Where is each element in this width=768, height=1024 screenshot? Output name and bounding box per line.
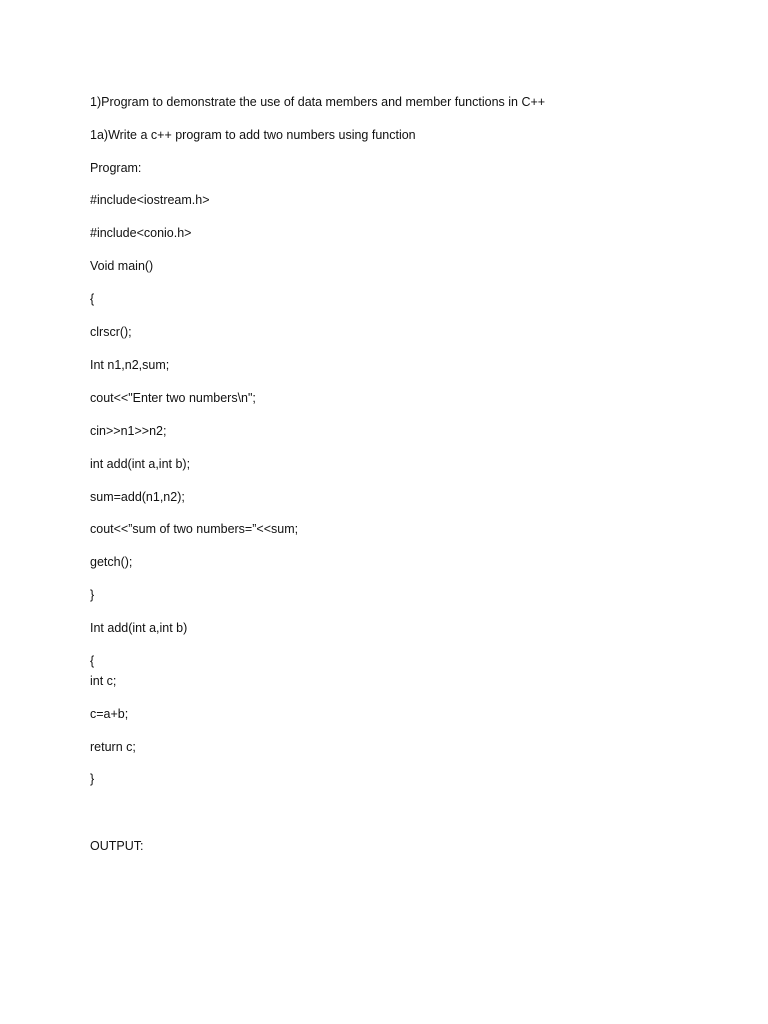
document-heading: 1)Program to demonstrate the use of data members and member functions in C++ (90, 95, 546, 109)
code-line: Int n1,n2,sum; (90, 358, 170, 372)
code-line: } (90, 588, 95, 602)
code-line: { (90, 292, 95, 306)
code-line: cin>>n1>>n2; (90, 424, 167, 438)
code-line: getch(); (90, 555, 133, 569)
code-line: } (90, 772, 95, 786)
code-line: { (90, 654, 95, 668)
code-line: #include<iostream.h> (90, 193, 210, 207)
code-line: int add(int a,int b); (90, 457, 191, 471)
code-line: cout<<"Enter two numbers\n"; (90, 391, 256, 405)
code-line: cout<<”sum of two numbers=”<<sum; (90, 522, 299, 536)
code-line: Int add(int a,int b) (90, 621, 188, 635)
code-line: #include<conio.h> (90, 226, 192, 240)
code-line: Void main() (90, 259, 154, 273)
exercise-subheading: 1a)Write a c++ program to add two numbers using function (90, 128, 416, 142)
code-line: clrscr(); (90, 325, 132, 339)
code-line: sum=add(n1,n2); (90, 490, 185, 504)
output-label: OUTPUT: (90, 839, 144, 853)
code-line: int c; (90, 674, 117, 688)
code-line: return c; (90, 740, 136, 754)
program-label: Program: (90, 161, 142, 175)
code-line: c=a+b; (90, 707, 129, 721)
